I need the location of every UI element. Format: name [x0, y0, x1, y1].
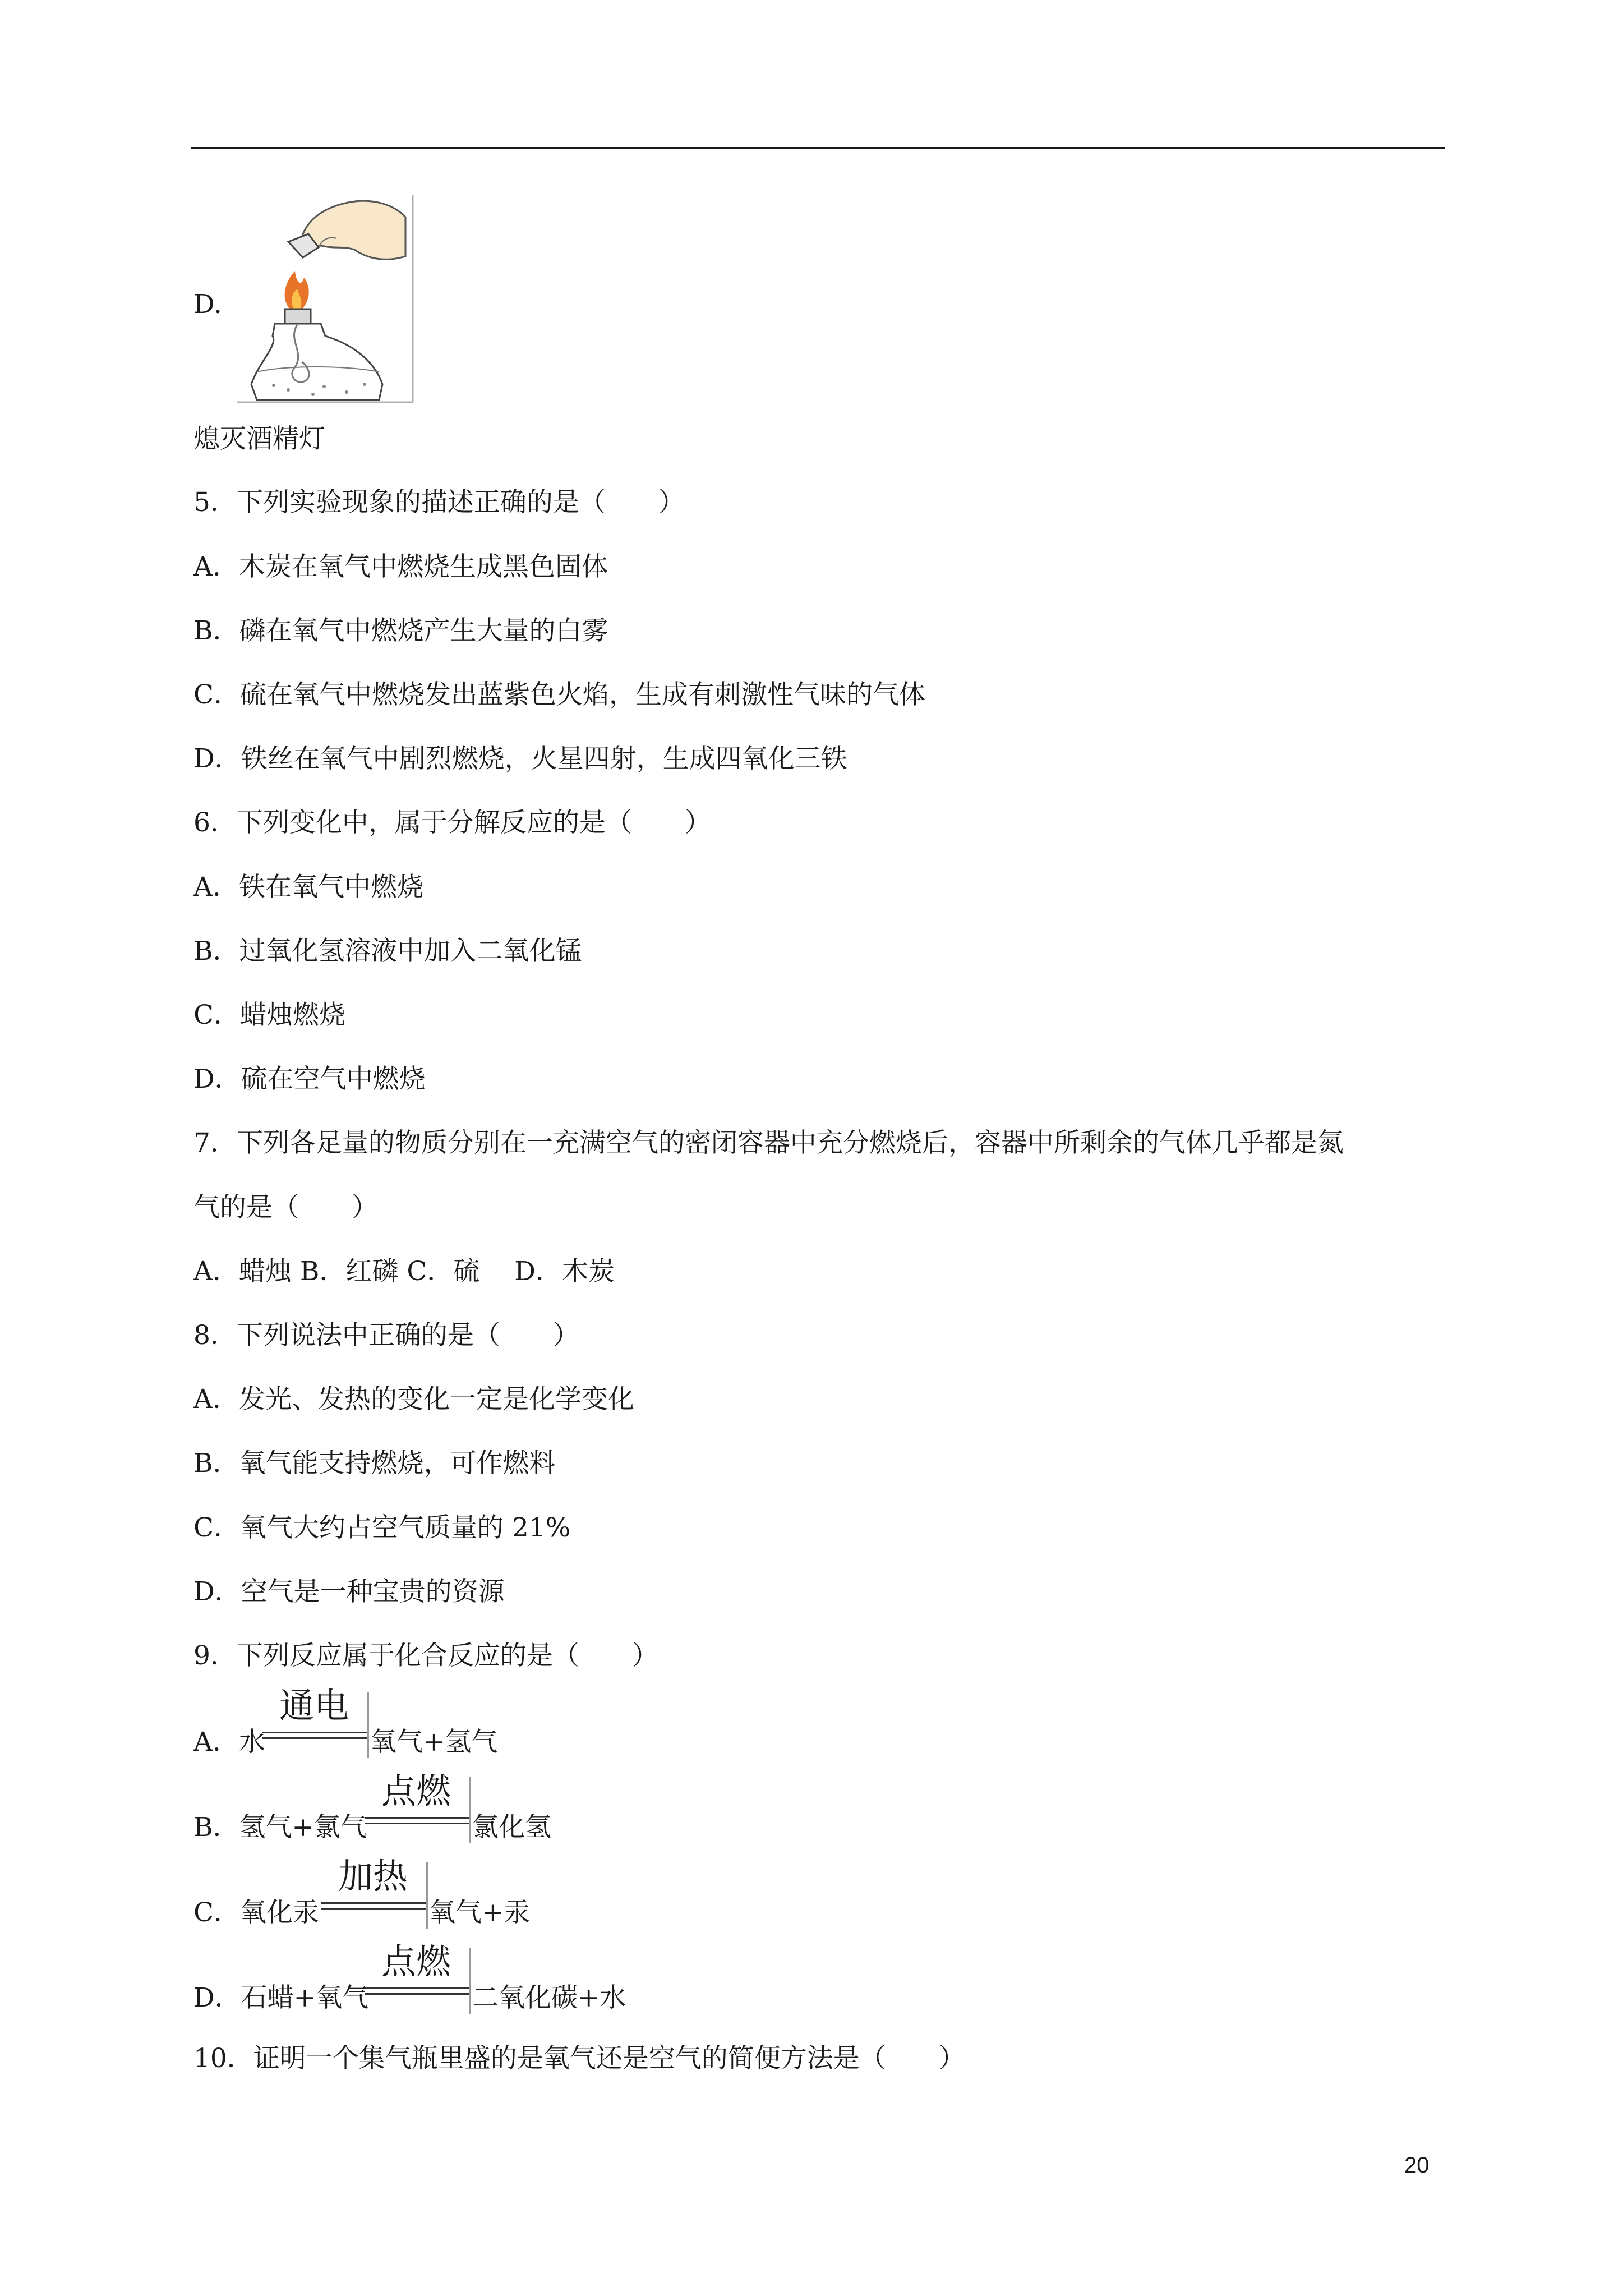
page-number: 20 — [1404, 2153, 1430, 2178]
question-7-options: A．蜡烛 B．红磷 C．硫 D．木炭 — [193, 1256, 615, 1287]
question-9-stem: 9．下列反应属于化合反应的是（ ） — [193, 1640, 658, 1671]
divider — [469, 1777, 471, 1843]
question-7-stem: 7．下列各足量的物质分别在一充满空气的密闭容器中充分燃烧后，容器中所剩余的气体几乎都是氮 — [193, 1128, 1344, 1158]
question-6-option-c: C．蜡烛燃烧 — [193, 1000, 345, 1030]
reaction-condition: 通电 — [279, 1685, 349, 1726]
question-6-stem: 6．下列变化中，属于分解反应的是（ ） — [193, 807, 711, 838]
reaction-arrow — [365, 1817, 469, 1824]
divider — [367, 1692, 369, 1758]
question-8-stem: 8．下列说法中正确的是（ ） — [193, 1320, 579, 1351]
question-8-option-c: C．氧气大约占空气质量的 21% — [193, 1512, 571, 1543]
divider — [469, 1948, 471, 2014]
question-10-stem: 10．证明一个集气瓶里盛的是氧气还是空气的简便方法是（ ） — [193, 2043, 965, 2074]
equation-products: 氧气+汞 — [429, 1897, 531, 1928]
question-8-option-b: B．氧气能支持燃烧，可作燃料 — [193, 1448, 556, 1479]
question-5-option-a: A．木炭在氧气中燃烧生成黑色固体 — [193, 551, 608, 582]
reaction-arrow — [262, 1732, 367, 1739]
question-6-option-d: D．硫在空气中燃烧 — [193, 1064, 426, 1094]
question-6-option-b: B．过氧化氢溶液中加入二氧化锰 — [193, 936, 582, 967]
question-5-option-d: D．铁丝在氧气中剧烈燃烧，火星四射，生成四氧化三铁 — [193, 743, 847, 774]
equation-products: 氯化氢 — [472, 1812, 551, 1843]
option-label: D. — [193, 289, 222, 320]
reaction-condition: 加热 — [338, 1856, 408, 1897]
question-7-stem-continued: 气的是（ ） — [193, 1192, 378, 1223]
question-5-option-b: B．磷在氧气中燃烧产生大量的白雾 — [193, 615, 608, 646]
equation-reactants: D．石蜡+氧气 — [193, 1982, 369, 2013]
reaction-condition: 点燃 — [381, 1941, 451, 1982]
equation-reactants: A．水 — [193, 1727, 265, 1757]
equation-products: 二氧化碳+水 — [472, 1982, 626, 2013]
extinguish-alcohol-lamp-illustration — [234, 194, 417, 406]
equation-products: 氧气+氢气 — [370, 1727, 498, 1757]
equation-reactants: C．氧化汞 — [193, 1897, 319, 1928]
question-9-option-b — [193, 1766, 698, 1844]
question-9-option-d — [193, 1936, 754, 2015]
option-caption: 熄灭酒精灯 — [193, 424, 325, 454]
reaction-arrow — [365, 1987, 469, 1995]
question-5-stem: 5．下列实验现象的描述正确的是（ ） — [193, 487, 685, 518]
question-5-option-c: C．硫在氧气中燃烧发出蓝紫色火焰，生成有刺激性气味的气体 — [193, 679, 925, 710]
header-rule — [191, 147, 1445, 149]
reaction-arrow — [321, 1902, 426, 1910]
equation-reactants: B．氢气+氯气 — [193, 1812, 367, 1843]
reaction-condition: 点燃 — [381, 1770, 451, 1811]
question-6-option-a: A．铁在氧气中燃烧 — [193, 872, 423, 903]
question-8-option-a: A．发光、发热的变化一定是化学变化 — [193, 1384, 634, 1415]
question-8-option-d: D．空气是一种宝贵的资源 — [193, 1576, 505, 1607]
question-9-option-a — [193, 1681, 586, 1759]
question-9-option-c — [193, 1851, 698, 1930]
divider — [426, 1862, 428, 1929]
